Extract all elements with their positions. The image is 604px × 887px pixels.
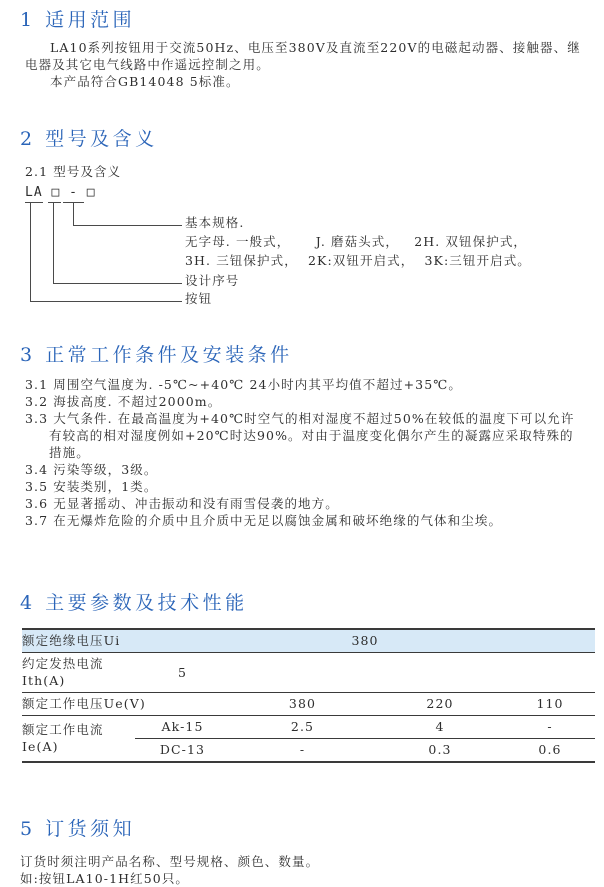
- section-4-title: 主要参数及技术性能: [45, 592, 248, 614]
- diagram-leader-basic: [73, 202, 74, 225]
- diagram-tick-la: [25, 202, 43, 203]
- table-cell-value: 380: [135, 629, 595, 653]
- diagram-label-options-1: 无字母. 一般式， J. 磨菇头式， 2H. 双钮保护式，: [185, 234, 528, 249]
- scope-paragraph-2: 本产品符合GB14048 5标准。: [50, 74, 240, 89]
- condition-item: 3.7 在无爆炸危险的介质中且介质中无足以腐蚀金属和破坏绝缘的气体和尘埃。: [25, 513, 503, 528]
- table-cell-label: 额定绝缘电压Ui: [22, 629, 135, 653]
- condition-item: 3.6 无显著摇动、冲击振动和没有雨雪侵袭的地方。: [25, 496, 339, 511]
- table-cell-value: 5: [135, 653, 230, 693]
- diagram-leader-design: [53, 202, 54, 283]
- section-5-title: 订货须知: [45, 818, 136, 840]
- table-cell-label: 额定工作电流Ie(A): [22, 722, 104, 754]
- condition-item: 3.4 污染等级，3级。: [25, 462, 158, 477]
- section-5-number: 5: [20, 818, 33, 840]
- section-1-number: 1: [20, 9, 33, 31]
- section-parameters: [0, 592, 604, 763]
- table-cell-value: 2.5: [230, 716, 375, 739]
- model-code: LA □ - □: [25, 185, 96, 200]
- section-1-heading: [20, 9, 604, 32]
- ordering-note-2: 如:按钮LA10-1H红50只。: [20, 871, 190, 886]
- section-ordering: [0, 818, 604, 887]
- section-5-heading: [20, 818, 604, 841]
- table-row-thermal-current: [22, 653, 595, 693]
- table-row-rated-voltage: [22, 693, 595, 716]
- table-cell-value: 4: [375, 716, 505, 739]
- table-cell-label: 额定工作电压Ue(V): [22, 693, 230, 716]
- diagram-connector-basic: [73, 225, 182, 226]
- model-subheading: 2.1 型号及含义: [25, 164, 122, 179]
- section-model: [0, 128, 604, 306]
- parameters-table: [22, 628, 595, 763]
- diagram-leader-button: [30, 202, 31, 301]
- diagram-label-basic-spec: 基本规格.: [185, 215, 245, 230]
- section-scope: [0, 9, 604, 90]
- section-conditions: [0, 344, 604, 529]
- diagram-label-design-number: 设计序号: [185, 273, 240, 288]
- table-cell-value: 110: [505, 693, 595, 716]
- table-cell-label: 约定发热电流Ith(A): [22, 653, 135, 693]
- section-2-title: 型号及含义: [45, 128, 158, 150]
- section-2-number: 2: [20, 128, 33, 150]
- table-cell-value: 0.6: [538, 742, 562, 757]
- ordering-note-1: 订货时须注明产品名称、型号规格、颜色、数量。: [20, 854, 320, 869]
- section-3-heading: [20, 344, 604, 367]
- diagram-connector-design: [53, 283, 182, 284]
- table-cell-category: DC-13: [159, 742, 206, 757]
- condition-item: 3.2 海拔高度. 不超过2000m。: [25, 394, 222, 409]
- section-4-number: 4: [20, 592, 33, 614]
- table-row-rated-current-ak15: [22, 716, 595, 739]
- table-cell-category: Ak-15: [135, 716, 230, 739]
- diagram-label-button: 按钮: [185, 291, 213, 306]
- table-cell-value: 220: [375, 693, 505, 716]
- condition-item: 3.1 周围空气温度为. -5℃~+40℃ 24小时内其平均值不超过+35℃。: [25, 377, 462, 392]
- scope-paragraph-1: LA10系列按钮用于交流50Hz、电压至380V及直流至220V的电磁起动器、接触器、继电器及其它电气线路中作遥远控制之用。: [25, 40, 581, 72]
- table-cell-value: -: [505, 716, 595, 739]
- table-cell-value: 0.3: [428, 742, 452, 757]
- table-cell-value: -: [299, 742, 306, 757]
- condition-item: 3.3 大气条件. 在最高温度为+40℃时空气的相对湿度不超过50%在较低的温度下可以允许有较高的相对湿度例如+20℃时达90%。对由于温度变化偶尔产生的凝露应采取特殊的措施。: [25, 411, 575, 460]
- table-cell-empty: [230, 653, 595, 693]
- model-diagram: [25, 202, 604, 306]
- table-row-insulation-voltage: [22, 629, 595, 653]
- section-2-heading: [20, 128, 604, 151]
- section-1-title: 适用范围: [45, 9, 136, 31]
- section-4-heading: [20, 592, 604, 615]
- table-cell-value: 380: [230, 693, 375, 716]
- section-3-title: 正常工作条件及安装条件: [45, 344, 293, 366]
- conditions-list: [25, 376, 586, 529]
- section-3-number: 3: [20, 344, 33, 366]
- diagram-connector-button: [30, 301, 182, 302]
- diagram-tick-box1: [48, 202, 61, 203]
- condition-item: 3.5 安装类别，1类。: [25, 479, 158, 494]
- diagram-label-options-2: 3H. 三钮保护式， 2K:双钮开启式， 3K:三钮开启式。: [185, 253, 531, 268]
